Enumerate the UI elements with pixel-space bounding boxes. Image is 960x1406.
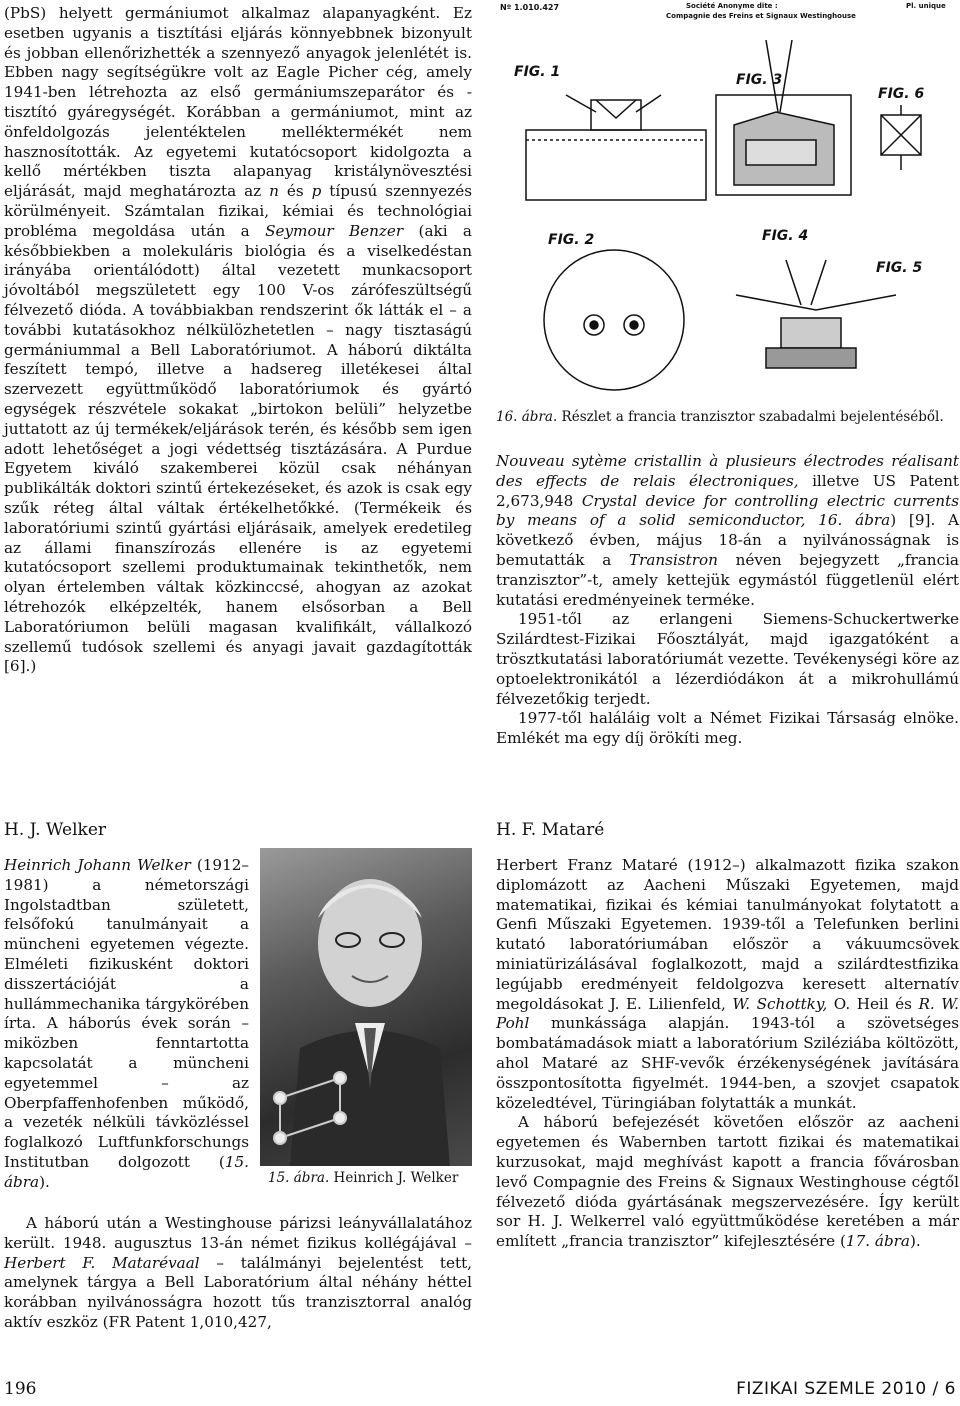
paragraph: Heinrich Johann Welker (1912–1981) a németországi Ingolstadtban született, felsőfokú tanulmányait a müncheni egyetemen végezte. Elméleti fizikusként doktori disszertációját a hullámmechanika tárgykörében írta. A háborús évek során – miközben fenntartotta kapcsolatát a müncheni egyetemmel – az Oberpfaffenhofenben működő, a vezeték nélküli távközléssel foglalkozó Luftfunkforschungs Institutban dolgozott (15. ábra). [4,856,250,1191]
fig2-drawing [544,250,684,390]
journal-name: FIZIKAI SZEMLE 2010 / 6 [736,1379,956,1399]
fig15-caption: 15. ábra. Heinrich J. Welker [268,1170,459,1186]
fig-label-6: FIG. 6 [878,86,925,102]
welker-photo [260,848,472,1166]
paragraph: Nouveau sytème cristallin à plusieurs électrodes réalisant des effects de relais électroniques, illetve US Patent 2,673,948 Crystal device for controlling electric currents by means of a solid semiconductor, 16. ábra) [9]. A következő évben, május 18-án a nyilvánosságnak is bemutatták a Transistron néven bejegyzett „francia tranzisztor”-t, amely kettejük egymástól függetlenül elért kutatási eredményeinek terméke. [496,452,960,609]
paragraph: (PbS) helyett germániumot alkalmaz alapanyagként. Ez esetben ugyanis a tisztítási eljárás könnyebbnek bizonyult és jobban ellenőrizhették a szennyező anyagok jelenlétét is. Ebben nagy segítségükre volt az Eagle Picher cég, amely 1941-ben létrehozta az első germániumszeparátor és -tisztító gyáregységét. Korábban a germániumot, mint az önfeldolgozás jelentéktelen melléktermékét nem hasznosították. Az egyetemi kutatócsoport kidolgozta a kellő mértékben tiszta alapanyag kristálynövesztési eljárását, majd meghatározta az n és p típusú szennyezés körülményeit. Számtalan fizikai, kémiai és technológiai probléma megoldása után a Seymour Benzer (aki a későbbiekben a molekuláris biológia és a viselkedéstan irányába orientálódott) által vezetett munkacsoport jóvoltából megszületett egy 100 V-os zárófeszültségű félvezető dióda. A továbbiakban rendszerint ők látták el – a további kutatásokhoz nélkülözhetetlen – nagy tisztaságú germániummal a Bell Laboratóriumot. A háború diktálta feszített tempó, illetve a hadsereg illetékesei által szervezett együttműködő laboratóriumok és gyártó egységek részvétele sokakat „birtokon belüli” helyzetbe juttatott az új termékek/eljárások terén, és később sem igen adott lehetőséget a jogi védettség tisztázására. A Purdue Egyetem kiváló szakemberei közül csak néhányan publikálták doktori szintű értekezéseket, és azok is csak egy szűk réteg által váltak értékelhetőkké. (Termékeik és laboratóriumi szintű gyártási eljárásaik, amelyek eredetileg az állami finanszírozás ellenére is az egyetemi kutatócsoport szellemi produktumainak tekinthetők, nem olyan értelemben váltak közkinccsé, ahogyan az azokat létrehozók elképzelték, hanem elsősorban a Bell Laboratóriumon belüli magasan kvalifikált, vállalkozó szellemű tudósok szellemi és anyagi javait gazdagították [6].) [4,4,472,676]
matare-bio [496,856,959,1252]
fig-label-3: FIG. 3 [736,72,783,88]
patent-company-2: Compagnie des Freins et Signaux Westinghouse [666,12,856,20]
fig3-drawing [716,40,851,195]
welker-heading: H. J. Welker [4,820,107,840]
fig-label-1: FIG. 1 [514,64,561,80]
fig4-drawing [736,260,896,368]
page-number: 196 [4,1379,37,1399]
paragraph: 1977-től haláláig volt a Német Fizikai Társaság elnöke. Emlékét ma egy díj örökíti meg. [496,709,959,748]
portrait-image [260,848,472,1166]
fig1-drawing [526,95,706,200]
fig-label-5: FIG. 5 [876,260,923,276]
paragraph: Herbert Franz Mataré (1912–) alkalmazott fizika szakon diplomázott az Aacheni Műszaki Egyetemen, majd matematikai, fizikai és kémiai tanulmányokat folytatott a Genfi Műszaki Egyetemen. 1939-től a Telefunken berlini kutató laboratóriumában először a vákuumcsövek miniatürizálásával foglalkozott, majd a szilárdtestfizika legújabb eredményeit feldolgozva keresett alternatív megoldásokat J. E. Lilienfeld, W. Schottky, O. Heil és R. W. Pohl munkássága alapján. 1943-tól a szövetséges bombatámadások miatt a laboratórium Sziléziába költözött, ahol Mataré az SHF-vevők érzékenységének javítására összpontosította figyelmét. 1944-ben, a szovjet csapatok közeledtével, Türingiában folytatták a munkát. [496,856,960,1112]
patent-company-1: Société Anonyme dite : [686,2,778,10]
fig6-drawing [881,105,921,170]
paragraph: 1951-től az erlangeni Siemens-Schuckertwerke Szilárdtest-Fizikai Főosztályát, majd igazgatóként a trösztkutatási laboratóriumát vezette. Tevékenységi köre az optoelektronikától a lézerdiódákon át a mikrohullámú félvezetőkig terjedt. [496,610,959,708]
left-column-text [4,4,472,677]
patent-number: Nº 1.010.427 [500,3,560,12]
patent-figure-svg [496,0,960,400]
patent-drawing [496,0,960,400]
patent-plate: Pl. unique [906,2,946,10]
welker-bio-continued [4,1214,472,1333]
welker-bio [4,856,249,1193]
right-column-text [496,452,959,749]
fig-label-2: FIG. 2 [548,232,595,248]
fig-label-4: FIG. 4 [762,228,809,244]
paragraph: A háború befejezését követően először az aacheni egyetemen és Wabernben tartott fizikai és matematikai kurzusokat, majd meghívást kapott a francia fővárosban levő Compagnie des Freins & Signaux Westinghouse cégtől félvezető dióda gyártásának megszervezésére. Így került sor H. J. Welkerrel való együttműködése keretében a már említett „francia tranzisztor” kifejlesztésére (17. ábra). [496,1113,959,1251]
paragraph: A háború után a Westinghouse párizsi leányvállalatához került. 1948. augusztus 13-án német fizikus kollégájával – Herbert F. Matarévaal – találmányi bejelentést tett, amelynek tárgya a Bell Laboratórium által néhány héttel korábban nyilvánosságra hozott tűs tranzisztorral analóg aktív eszköz (FR Patent 1,010,427, [4,1214,473,1331]
matare-heading: H. F. Mataré [496,820,605,840]
fig16-caption: 16. ábra. Részlet a francia tranzisztor szabadalmi bejelentéséből. [496,409,944,425]
